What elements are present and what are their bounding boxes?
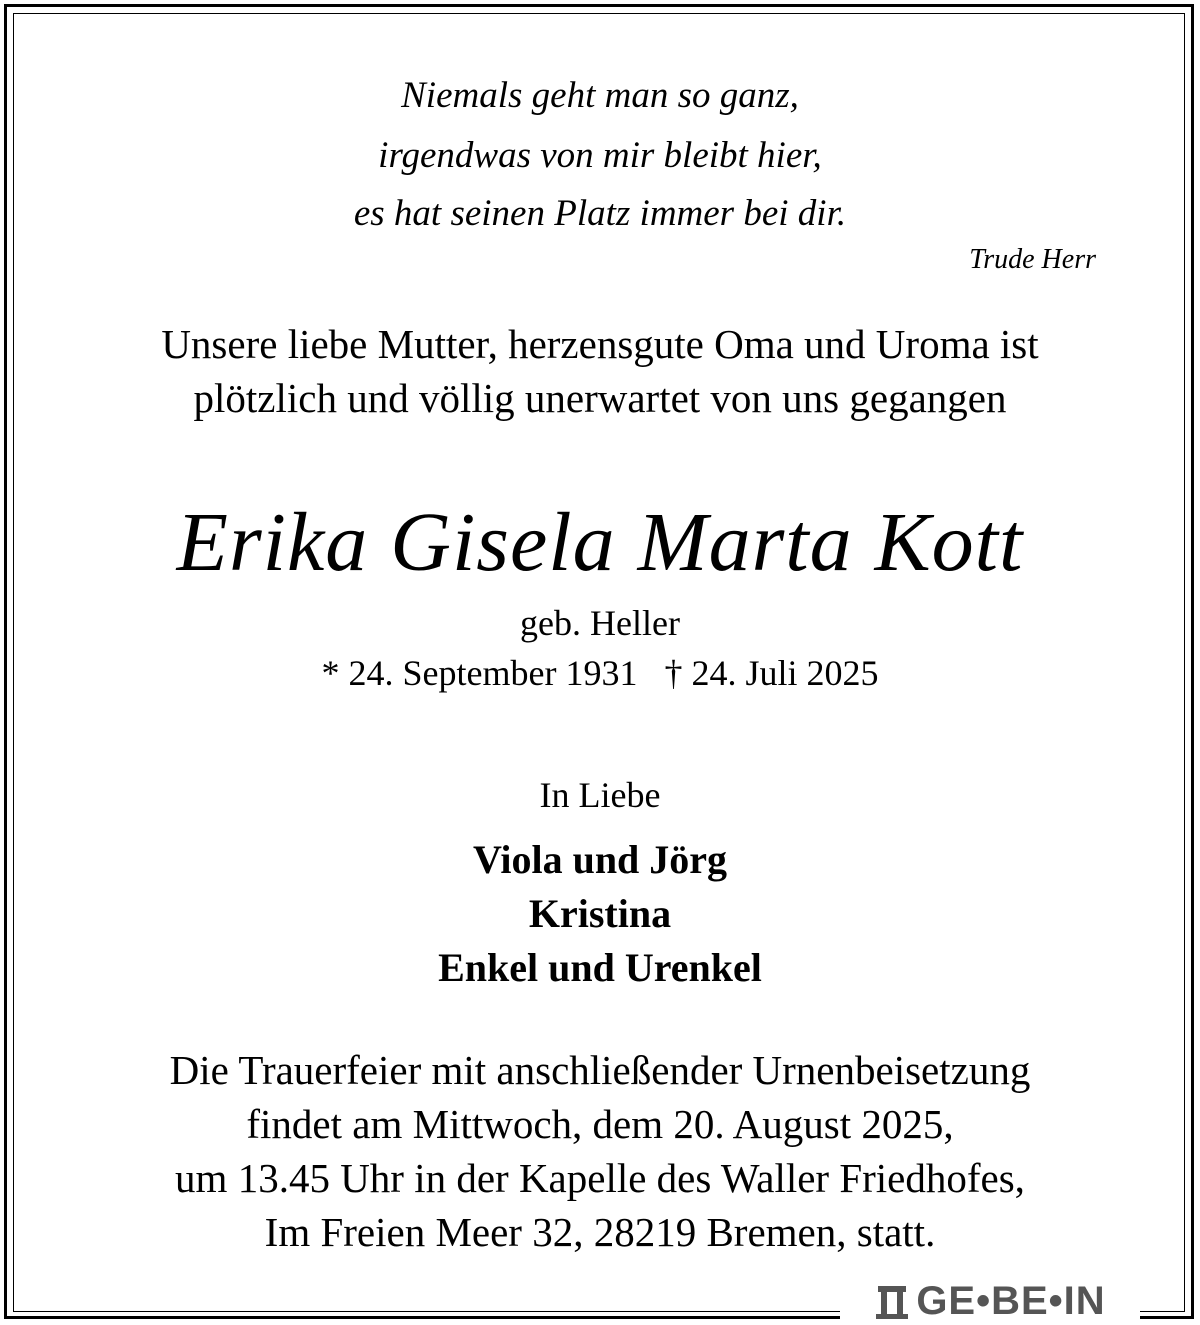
intro-line-2: plötzlich und völlig unerwartet von uns gegangen [193, 375, 1007, 421]
mourner-name: Kristina [528, 891, 672, 936]
ceremony-line-2: findet am Mittwoch, dem 20. August 2025, [246, 1101, 954, 1147]
mourner-name: Viola und Jörg [472, 837, 728, 882]
maiden-name: geb. Heller [520, 603, 680, 643]
columns-logo-icon [874, 1284, 910, 1320]
intro-line-1: Unsere liebe Mutter, herzensgute Oma und Uroma ist [161, 321, 1039, 367]
mourner-name: Enkel und Urenkel [438, 945, 762, 990]
poem-line-1: Niemals geht man so ganz, [401, 75, 799, 116]
ceremony-line-4: Im Freien Meer 32, 28219 Bremen, statt. [264, 1209, 936, 1255]
life-dates: * 24. September 1931 † 24. Juli 2025 [321, 653, 879, 693]
deceased-name: Erika Gisela Marta Kott [176, 496, 1024, 589]
logo-text: GE•BE•IN [916, 1279, 1106, 1323]
gebein-logo [840, 1278, 1140, 1325]
ceremony-line-1: Die Trauerfeier mit anschließender Urnenbeisetzung [169, 1047, 1031, 1093]
poem-line-3: es hat seinen Platz immer bei dir. [353, 193, 847, 234]
poem-line-2: irgendwas von mir bleibt hier, [378, 135, 822, 176]
mourners-heading: In Liebe [539, 775, 661, 815]
ceremony-line-3: um 13.45 Uhr in der Kapelle des Waller Friedhofes, [175, 1155, 1025, 1201]
poem-author: Trude Herr [969, 244, 1096, 275]
